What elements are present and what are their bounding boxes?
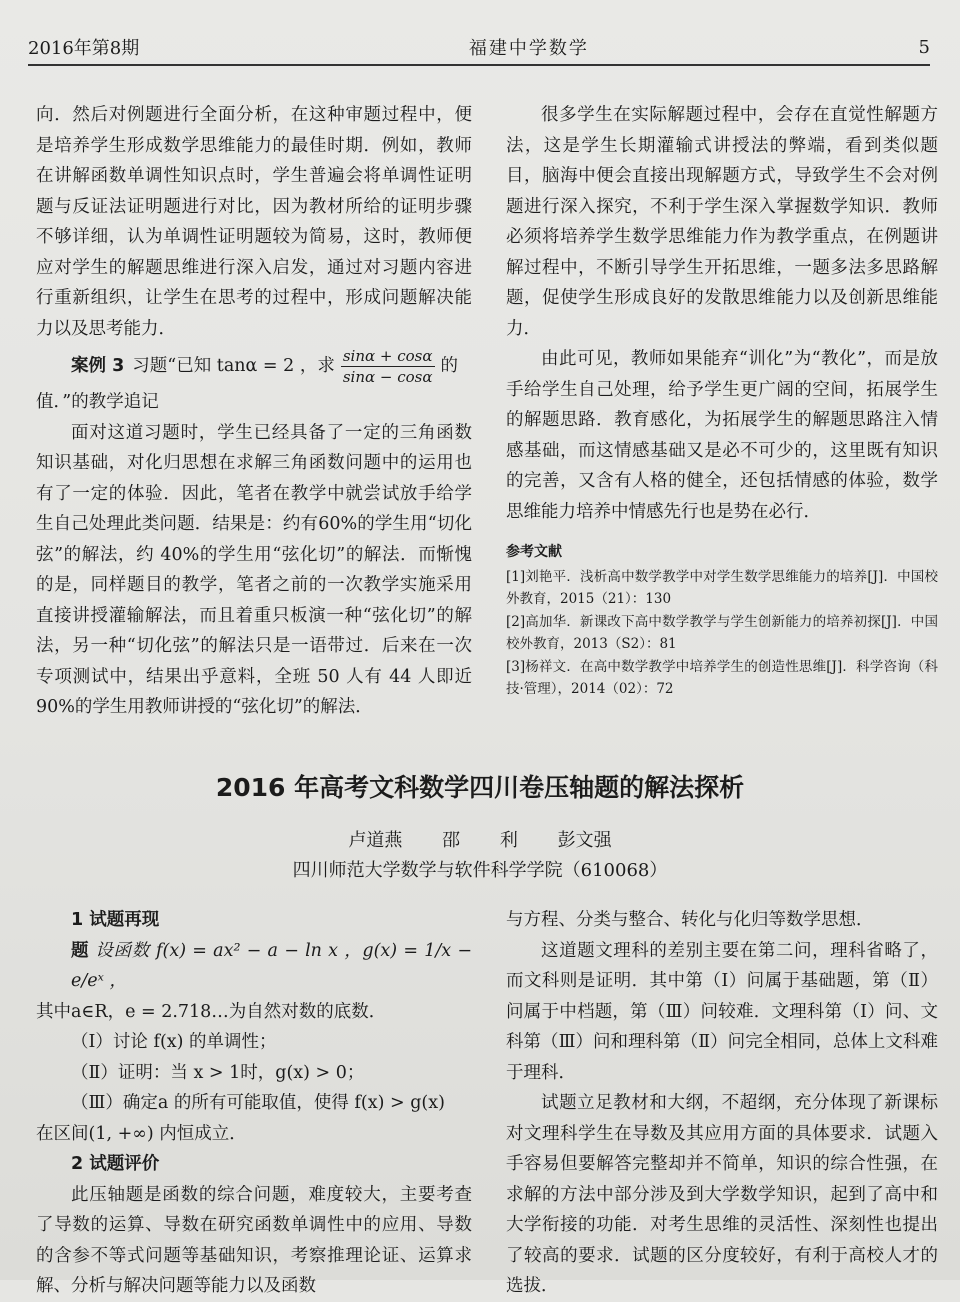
- problem-condition: 其中a∈R，e = 2.718…为自然对数的底数．: [36, 1001, 387, 1022]
- fraction-numerator: sinα + cosα: [342, 347, 433, 365]
- article-title: 2016 年高考文科数学四川卷压轴题的解法探析: [215, 773, 745, 802]
- reference-item: [2]高加华．新课改下高中数学教学与学生创新能力的培养初探[J]．中国校外教育，2013（S2）：81: [506, 613, 938, 652]
- case-text-end: 的: [440, 356, 458, 377]
- paragraph: 此压轴题是函数的综合问题，难度较大，主要考查了导数的运算、导数在研究函数单调性中的应用、导数的含参不等式问题等基础知识，考察推理论证、运算求解、分析与解决问题等能力以及函数: [36, 1184, 472, 1296]
- issue-label: 2016年第8期: [28, 38, 140, 59]
- references-title: 参考文献: [506, 544, 562, 560]
- section-heading: 2 试题评价: [71, 1154, 160, 1174]
- upper-right-column: [506, 100, 938, 701]
- case-text: 习题“已知 tanα = 2 ，求: [132, 356, 335, 377]
- paragraph: 由此可见，教师如果能弃“训化”为“教化”，而是放手给学生自己处理，给予学生更广阔的空间，拓展学生的解题思路．教育感化，为拓展学生的解题思路注入情感基础，而这情感基础又是必不可少的，这里既有知识的完善，又含有人格的健全，还包括情感的体验，数学思维能力培养中情感先行也是势在必行．: [506, 349, 938, 522]
- problem-text: 设函数 f(x) = ax² − a − ln x ，g(x) = 1/x − e/eˣ ，: [71, 940, 472, 991]
- lower-right-column: [506, 905, 938, 1302]
- problem-part: （Ⅲ）确定a 的所有可能取值，使得 f(x) > g(x): [71, 1093, 445, 1113]
- article-authors: 卢道燕 邵 利 彭文强: [348, 830, 612, 851]
- problem-part-continued: 在区间(1, +∞) 内恒成立．: [36, 1123, 247, 1144]
- reference-item: [1]刘艳平．浅析高中数学教学中对学生数学思维能力的培养[J]．中国校外教育，2015（21）：130: [506, 568, 938, 607]
- case-text-continued: 值．”的教学追记: [36, 392, 159, 412]
- article-affiliation: 四川师范大学数学与软件科学学院（610068）: [292, 860, 668, 881]
- section-heading: 1 试题再现: [71, 910, 160, 930]
- case-heading: [36, 346, 472, 387]
- paragraph: 很多学生在实际解题过程中，会存在直觉性解题方法，这是学生长期灌输式讲授法的弊端，看到类似题目，脑海中便会直接出现解题方式，导致学生不会对例题进行深入探究，不利于学生深入掌握数学知识．教师必须将培养学生数学思维能力作为教学重点，在例题讲解过程中，不断引导学生开拓思维，一题多法多思路解题，促使学生形成良好的发散思维能力以及创新思维能力．: [506, 105, 938, 339]
- paragraph: 向．然后对例题进行全面分析，在这种审题过程中，便是培养学生形成数学思维能力的最佳时期．例如，教师在讲解函数单调性知识点时，学生普遍会将单调性证明题与反证法证明题进行对比，因为教材所给的证明步骤不够详细，认为单调性证明题较为简易，这时，教师便应对学生的解题思维进行深入启发，通过对习题内容进行重新组织，让学生在思考的过程中，形成问题解决能力以及思考能力．: [36, 105, 472, 339]
- fraction-denominator: sinα − cosα: [342, 368, 433, 386]
- problem-part: （Ⅰ）讨论 f(x) 的单调性；: [71, 1032, 277, 1052]
- problem-label: 题: [71, 940, 90, 961]
- lower-left-column: [36, 905, 472, 1302]
- fraction: [341, 346, 435, 387]
- problem-statement: [36, 936, 472, 997]
- problem-part: （Ⅱ）证明：当 x > 1时，g(x) > 0；: [71, 1062, 365, 1083]
- reference-item: [3]杨祥文．在高中数学教学中培养学生的创造性思维[J]．科学咨询（科技·管理），2014（02）：72: [506, 658, 938, 697]
- page-number: 5: [918, 36, 930, 58]
- journal-name: 福建中学数学: [468, 38, 589, 59]
- paragraph: 面对这道习题时，学生已经具备了一定的三角函数知识基础，对化归思想在求解三角函数问题中的运用也有了一定的体验．因此，笔者在教学中就尝试放手给学生自己处理此类问题．结果是：约有60%的学生用“切化弦”的解法，约 40%的学生用“弦化切”的解法．而惭愧的是，同样题目的教学，笔者之前的一次教学实施采用直接讲授灌输解法，而且着重只板演一种“弦化切”的解法，另一种“切化弦”的解法只是一语带过．后来在一次专项测试中，结果出乎意料，全班 50 人有 44 人即近 90%的学生用教师讲授的“弦化切”的解法．: [36, 422, 472, 717]
- case-label: 案例 3: [71, 356, 125, 377]
- references: [506, 541, 938, 701]
- paragraph: 这道题文理科的差别主要在第二问，理科省略了，而文科则是证明．其中第（Ⅰ）问属于基础题，第（Ⅱ）问属于中档题，第（Ⅲ）问较难．文理科第（Ⅰ）问、文科第（Ⅲ）问和理科第（Ⅱ）问完全相同，总体上文科难于理科．: [506, 940, 938, 1083]
- paragraph: 试题立足教材和大纲，不超纲，充分体现了新课标对文理科学生在导数及其应用方面的具体要求．试题入手容易但要解答完整却并不简单，知识的综合性强，在求解的方法中部分涉及到大学数学知识，起到了高中和大学衔接的功能．对考生思维的灵活性、深刻性也提出了较高的要求．试题的区分度较好，有利于高校人才的选拔．: [506, 1093, 938, 1296]
- running-header: [28, 30, 930, 66]
- upper-left-column: [36, 100, 472, 723]
- paragraph: 与方程、分类与整合、转化与化归等数学思想．: [506, 910, 874, 930]
